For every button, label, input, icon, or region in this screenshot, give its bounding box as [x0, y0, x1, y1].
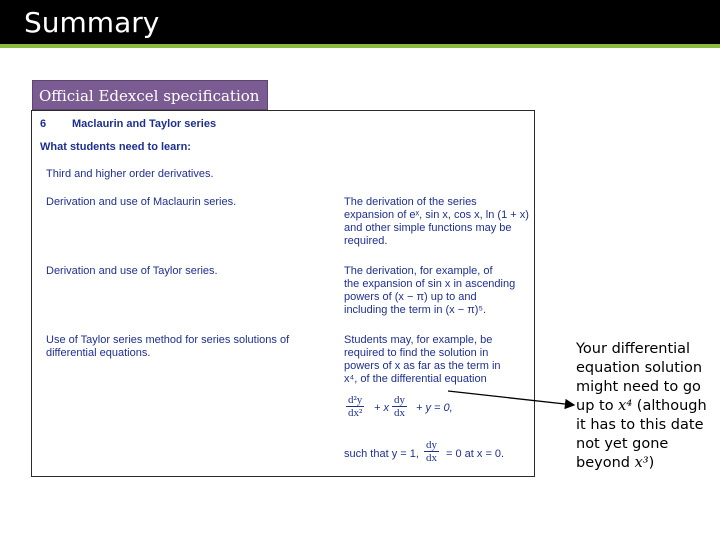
note-taylor-4: including the term in (x − π)⁵.: [344, 304, 487, 316]
note-taylor-1: The derivation, for example, of: [344, 265, 493, 277]
section-heading: Maclaurin and Taylor series: [72, 118, 217, 130]
equation-fraction-dy: $\frac{dy}{dx}$: [394, 394, 405, 419]
equation-fraction-d2y: $\frac{\text{d²y}}{\text{dx²}}$: [348, 394, 363, 419]
condition-fraction-dy: $\frac{dy}{dx}$: [426, 439, 437, 464]
annotation-line-4: up to x⁴ (although: [576, 398, 707, 414]
note-series-4: x⁴, of the differential equation: [344, 373, 487, 385]
equation-plus-x: + x: [374, 402, 389, 414]
note-maclaurin-2: expansion of eˣ, sin x, cos x, ln (1 + x): [344, 209, 529, 221]
annotation-line-7: beyond x³): [576, 455, 655, 471]
annotation-line-3: might need to go: [576, 379, 701, 395]
annotation-power-3: x³: [634, 455, 649, 471]
annotation-note: [576, 340, 716, 473]
condition-start: such that y = 1,: [344, 448, 419, 460]
note-taylor-3: powers of (x − π) up to and: [344, 291, 477, 303]
note-series-3: powers of x as far as the term in: [344, 360, 501, 372]
note-maclaurin-1: The derivation of the series: [344, 196, 477, 208]
note-series-2: required to find the solution in: [344, 347, 489, 359]
learn-item-maclaurin: Derivation and use of Maclaurin series.: [46, 196, 237, 208]
section-number: 6: [40, 118, 47, 130]
slide-title: Summary: [24, 6, 160, 39]
learn-item-series-solutions-1: Use of Taylor series method for series solutions of: [46, 334, 290, 346]
learn-item-taylor: Derivation and use of Taylor series.: [46, 265, 218, 277]
note-maclaurin-3: and other simple functions may be: [344, 222, 512, 234]
section-subheading: What students need to learn:: [40, 141, 191, 153]
note-maclaurin-4: required.: [344, 235, 388, 247]
note-taylor-2: the expansion of sin x in ascending: [344, 278, 516, 290]
annotation-line-6: not yet gone: [576, 436, 669, 452]
spec-label-text: Official Edexcel specification: [39, 87, 260, 105]
learn-item-third-derivatives: Third and higher order derivatives.: [46, 168, 214, 180]
annotation-line-1: Your differential: [576, 341, 691, 357]
annotation-line-2: equation solution: [576, 360, 703, 376]
annotation-line-5: it has to this date: [576, 417, 704, 433]
condition-end: = 0 at x = 0.: [446, 448, 505, 460]
learn-item-series-solutions-2: differential equations.: [46, 347, 151, 359]
equation-end: + y = 0,: [416, 402, 453, 414]
annotation-power-4: x⁴: [618, 398, 633, 414]
note-series-1: Students may, for example, be: [344, 334, 493, 346]
